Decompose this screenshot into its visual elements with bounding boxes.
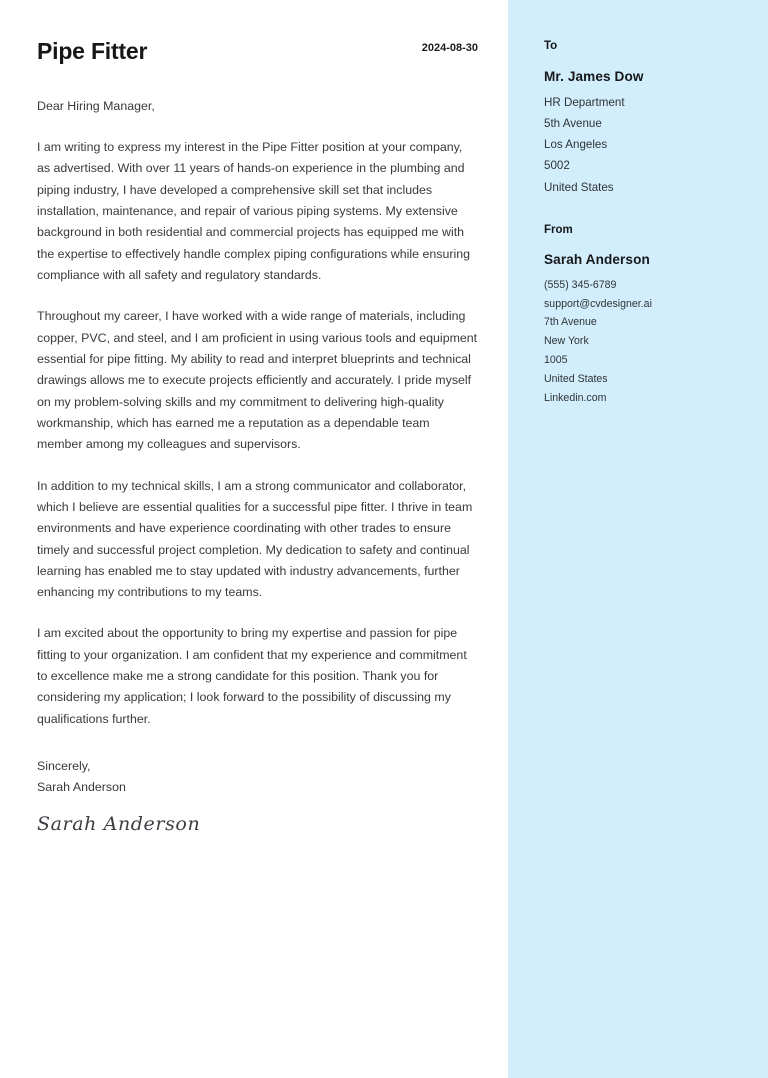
sender-street: 7th Avenue [544,316,597,329]
letter-paragraph-3: In addition to my technical skills, I am a strong communicator and collaborator, which I believe are essential qualities for a successful pipe fitter. I thrive in team environments and have experience coordinating with other trades to ensure timely and successful project completion. My dedication to safety and continual learning has enabled me to stay updated with industry advancements, further enhancing my contributions to my teams. [37,478,473,600]
letter-date: 2024-08-30 [421,42,478,54]
recipient-line: United States [544,180,614,194]
letter-paragraph-4: I am excited about the opportunity to bring my expertise and passion for pipe fitting to your organization. I am confident that my experience and commitment to excellence make me a strong candidate for this position. Thank you for considering my application; I look forward to the possibility of discussing my qualifications further. [37,626,467,726]
letter-header [37,38,478,66]
sender-email[interactable]: support@cvdesigner.ai [544,297,652,310]
letter-paragraph-2: Throughout my career, I have worked with a wide range of materials, including copper, PVC, and steel, and I am proficient in using various tools and equipment essential for pipe fitting. My ability to read and interpret blueprints and technical drawings allows me to execute projects efficiently and accurately. I pride myself on my problem-solving skills and my commitment to delivering high-quality workmanship, which has earned me a reputation as a dependable team member among my colleagues and supervisors. [37,309,478,452]
salutation: Dear Hiring Manager, [37,98,155,113]
recipient-line: Los Angeles [544,138,608,152]
sender-heading: From [544,223,573,236]
recipient-line: 5th Avenue [544,117,602,131]
page-title: Pipe Fitter [37,38,148,64]
sender-block [544,224,768,408]
contact-sidebar [508,0,768,1078]
sender-linkedin[interactable]: Linkedin.com [544,391,607,404]
sender-postal-code: 1005 [544,354,568,367]
recipient-line: HR Department [544,96,625,110]
recipient-line: 5002 [544,159,570,173]
valediction: Sincerely, [37,759,91,774]
sender-city: New York [544,335,589,348]
sender-name-sidebar: Sarah Anderson [544,252,650,268]
sender-name: Sarah Anderson [37,780,126,795]
letter-paragraph-1: I am writing to express my interest in the Pipe Fitter position at your company, as advertised. With over 11 years of hands-on experience in the plumbing and piping industry, I have developed a comprehensive skill set that includes installation, maintenance, and repair of various piping systems. My extensive background in both residential and commercial projects has equipped me with the expertise to effectively handle complex piping configurations while ensuring compliance with all safety and regulatory standards. [37,139,471,282]
recipient-name: Mr. James Dow [544,68,644,84]
sender-country: United States [544,372,608,385]
closing-block [37,756,478,835]
signature: Sarah Anderson [37,812,201,835]
recipient-heading: To [544,40,558,52]
recipient-block [544,40,768,198]
sender-phone: (555) 345-6789 [544,278,617,291]
